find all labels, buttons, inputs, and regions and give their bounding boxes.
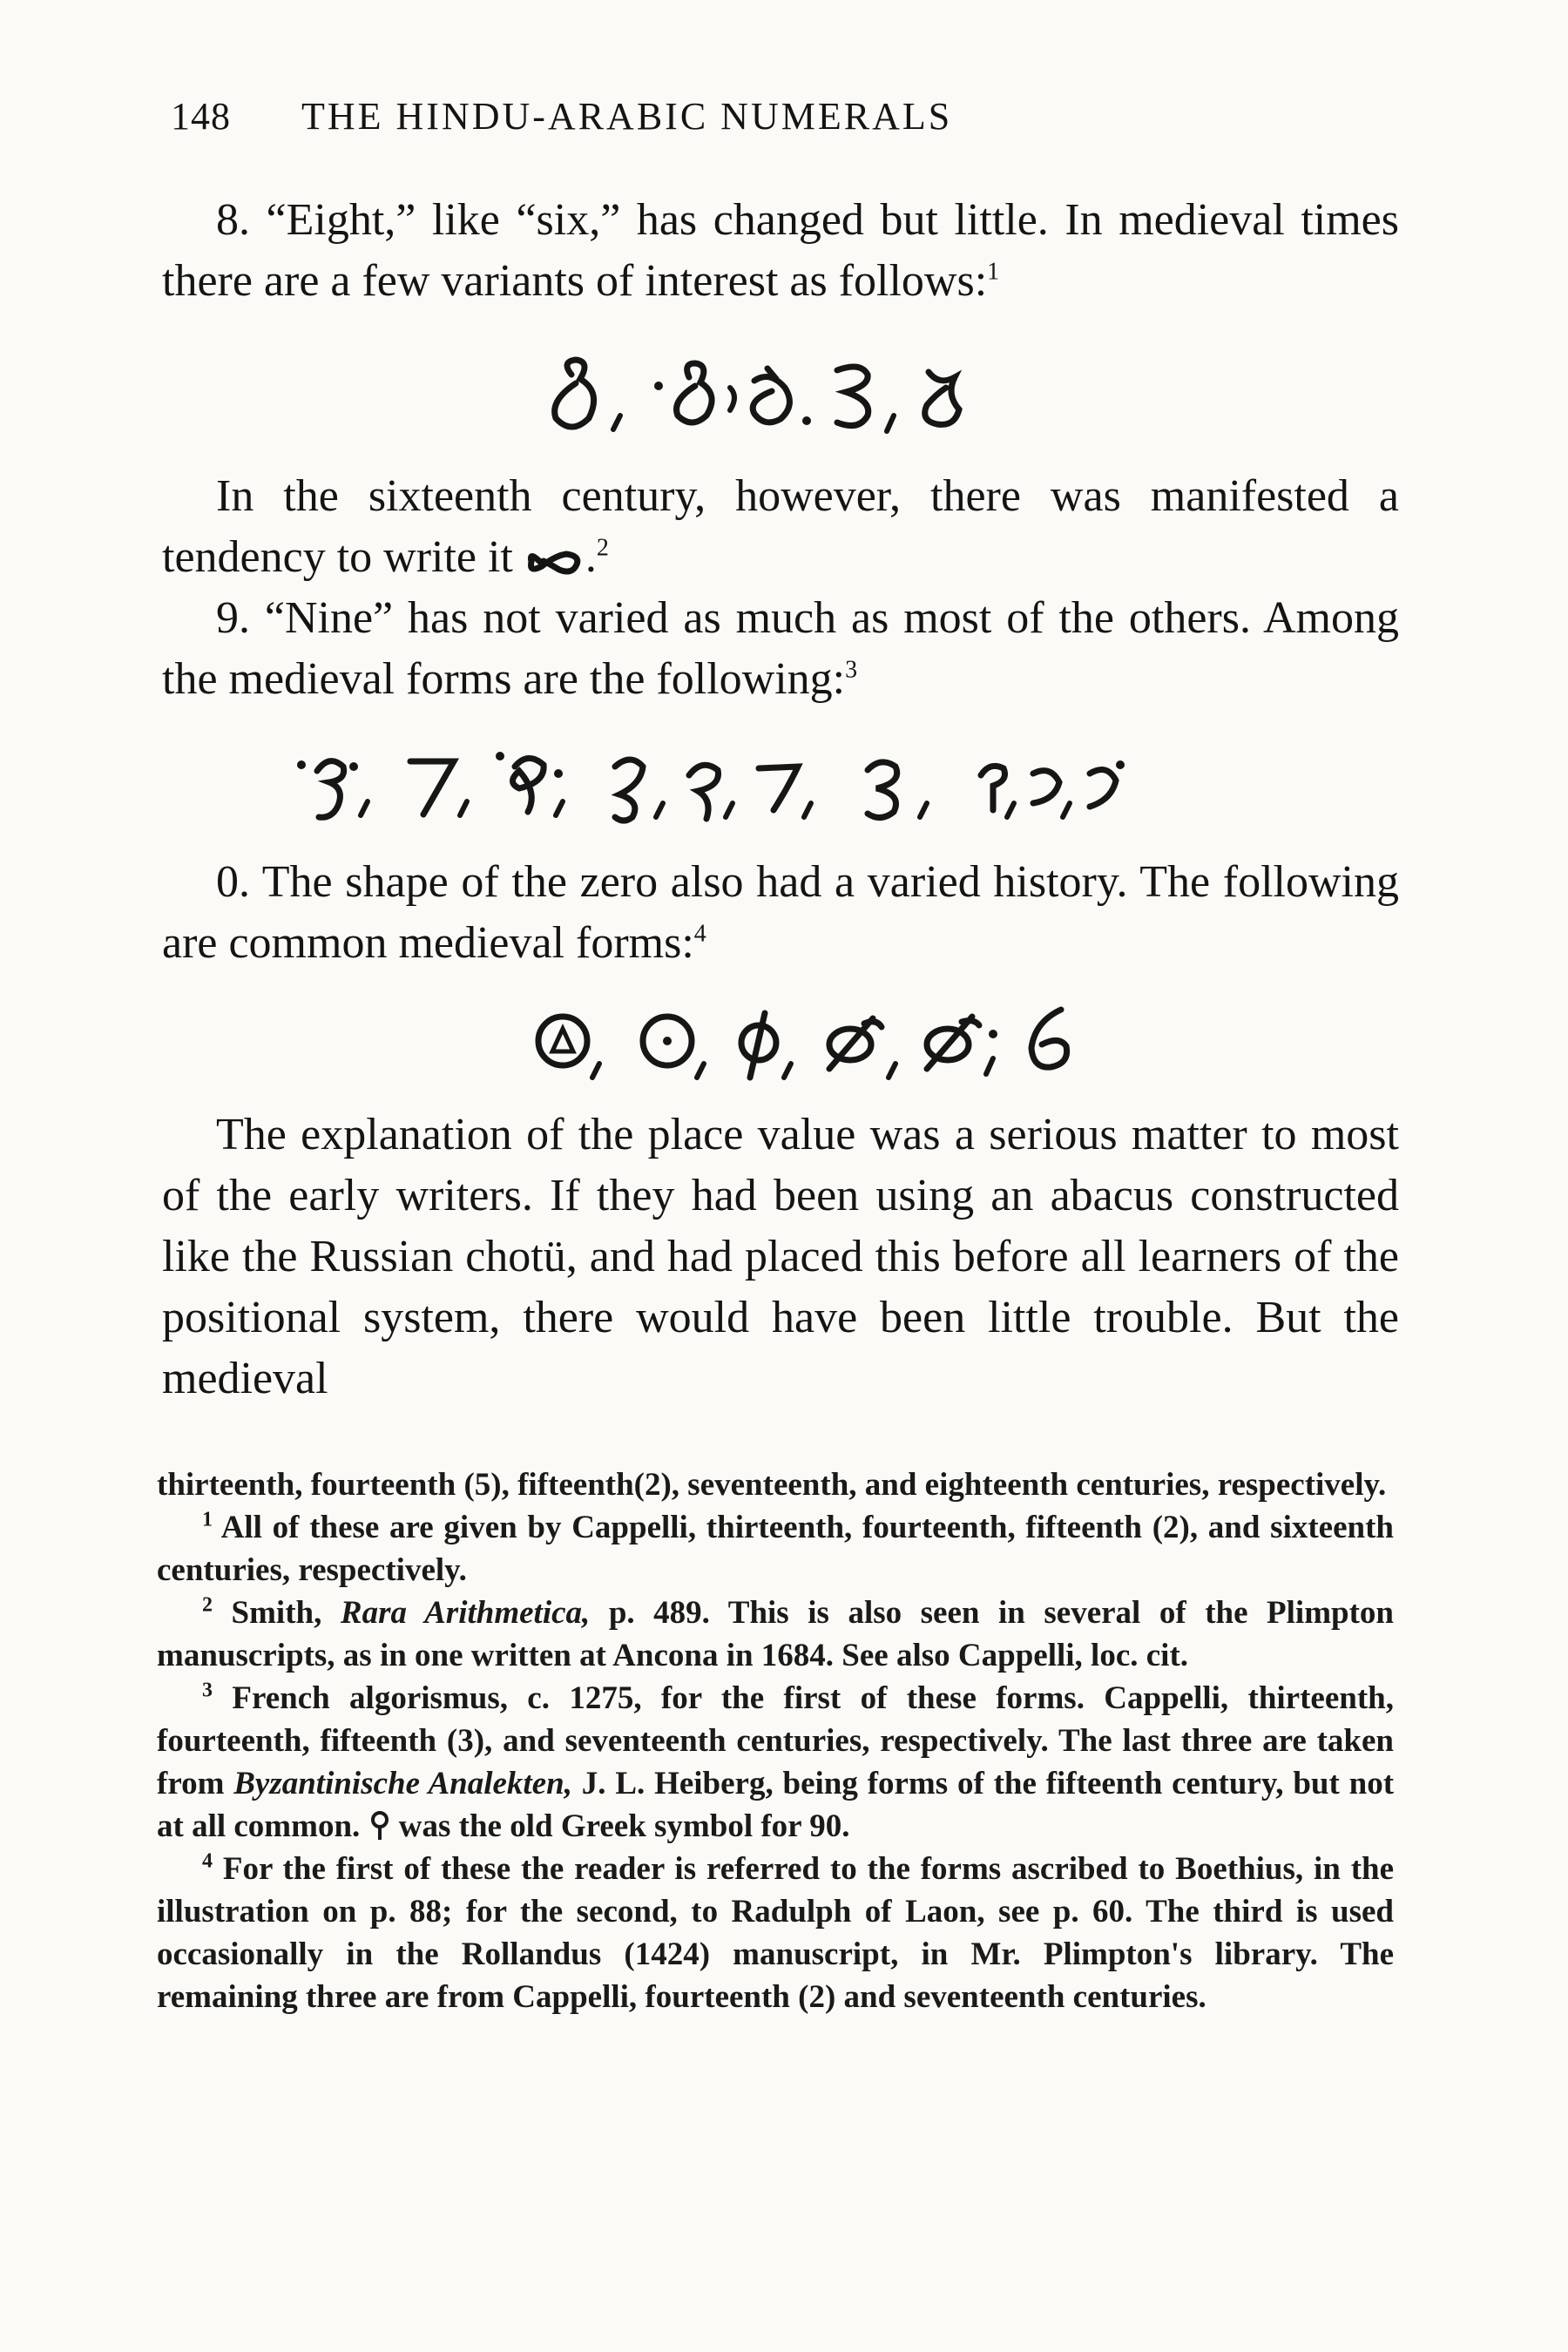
paragraph-place-value-text: The explanation of the place value was a serious matter to most of the early writers. If they had been using an abacus constructed like the Russian chotü, and had placed this before all learners of the positional system, there would have been little trouble. But the medieval (162, 1110, 1399, 1403)
footnote-3-post: J. L. Heiberg, being forms of the fifteenth century, but not at all common. (157, 1766, 1395, 1844)
footnote-3-pre: French algorismus, c. 1275, for the first of these forms. Cappelli, thirteenth, fourteenth, fifteenth (3), and seventeenth centuries, respectively. The last three are taken from (157, 1680, 1395, 1801)
footnote-ref-4: 4 (693, 920, 706, 948)
paragraph-place-value (162, 1105, 1399, 1409)
zero-forms-illustration (415, 997, 1146, 1085)
footnote-2-post: p. 489. This is also seen in several of the Plimpton manuscripts, as in one written at Ancona in 1684. See also Cappelli, loc. cit. (157, 1595, 1395, 1673)
footnote-2 (157, 1592, 1394, 1677)
footnote-ref-3: 3 (845, 656, 858, 684)
footnote-1-text: All of these are given by Cappelli, thirteenth, fourteenth, fifteenth (2), and sixteenth centuries, respectively. (157, 1510, 1394, 1588)
footnote-ref-1: 1 (987, 258, 1000, 286)
greek-ninety-symbol-icon (368, 1810, 391, 1842)
running-title: THE HINDU-ARABIC NUMERALS (301, 95, 953, 138)
footnote-4 (157, 1848, 1394, 2018)
paragraph-zero-text: 0. The shape of the zero also had a varied history. The following are common medieval forms: (162, 857, 1399, 968)
paragraph-nine-text: 9. “Nine” has not varied as much as most of the others. Among the medieval forms are the following: (162, 593, 1399, 704)
footnote-3-title: Byzantinische Analekten, (233, 1766, 572, 1801)
footnote-1-marker: 1 (202, 1508, 213, 1531)
nine-variant-forms (162, 740, 1399, 836)
paragraph-zero (162, 852, 1399, 974)
footnote-2-pre: Smith, (231, 1595, 322, 1631)
footnote-2-title: Rara Arithmetica, (340, 1595, 591, 1631)
paragraph-eight-sixteenth (162, 466, 1399, 588)
footnotes (157, 1463, 1394, 2018)
lazy-eight-glyph-icon (524, 547, 585, 577)
footnote-ref-2: 2 (596, 534, 609, 562)
zero-variant-forms (162, 997, 1399, 1085)
footnote-4-text: For the first of these the reader is referred to the forms ascribed to Boethius, in the illustration on p. 88; for the second, to Radulph of Laon, see p. 60. The third is used occasionally in the Rollandus (1424) manuscript, in Mr. Plimpton's library. The remaining three are from Cappelli, fourteenth (2) and seventeenth centuries. (157, 1851, 1395, 2015)
eight-variant-forms (162, 353, 1399, 449)
footnote-2-marker: 2 (202, 1593, 213, 1617)
paragraph-eight-sixteenth-text: In the sixteenth century, however, there was manifested a tendency to write it (162, 471, 1399, 582)
footnote-3-post2: was the old Greek symbol for 90. (398, 1808, 850, 1844)
footnote-continued: thirteenth, fourteenth (5), fifteenth(2), seventeenth, and eighteenth centuries, respectively. (157, 1467, 1387, 1503)
glyph-period: . (585, 532, 597, 582)
nine-forms-illustration (267, 740, 1294, 836)
paragraph-nine (162, 588, 1399, 710)
eight-forms-illustration (537, 353, 1024, 449)
page-number: 148 (171, 95, 231, 138)
paragraph-eight (162, 190, 1399, 312)
running-head (171, 94, 1408, 139)
footnote-3 (157, 1677, 1394, 1848)
paragraph-eight-text: 8. “Eight,” like “six,” has changed but little. In medieval times there are a few variants of interest as follows: (162, 195, 1399, 306)
footnote-1 (157, 1506, 1394, 1592)
footnote-3-marker: 3 (202, 1679, 213, 1702)
footnote-4-marker: 4 (202, 1849, 213, 1873)
